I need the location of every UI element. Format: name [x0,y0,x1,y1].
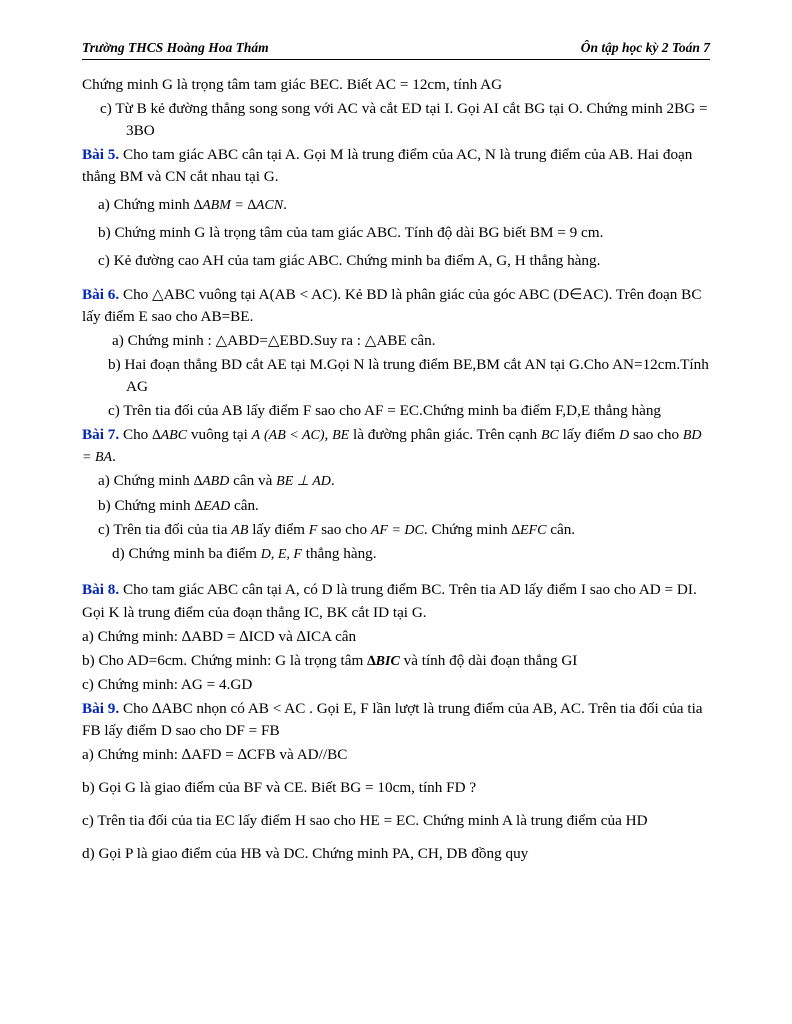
bai5-item-a [82,194,710,216]
bai7-intro-6: lấy điểm [558,425,620,443]
bai8-b-math: ∆BIC [367,653,400,669]
bai9-item-d: d) Gọi P là giao điểm của HB và DC. Chứng minh PA, CH, DB đồng quy [82,845,529,863]
bai7-a-math-2: BE ⊥ AD [276,474,331,490]
bai7-a-1: a) Chứng minh [98,472,194,490]
bai7-item-b [82,495,710,517]
bai7-item-c [82,519,710,541]
bai8-item-b [82,650,710,672]
bai8-b-2: và tính độ dài đoạn thẳng GI [399,651,578,669]
bai6-item-b: b) Hai đoạn thẳng BD cắt AE tại M.Gọi N là trung điểm BE,BM cắt AN tại G.Cho AN=12cm.Tính AG [108,355,709,395]
bai7-b-math-1: ∆EAD [194,498,231,514]
bai8-item-c: c) Chứng minh: AG = 4.GD [82,675,253,693]
bai9-intro-text: Cho ∆ABC nhọn có AB < AC . Gọi E, F lần lượt là trung điểm của AB, AC. Trên tia đối của tia FB lấy điểm D sao cho DF = FB [82,699,703,739]
bai5-intro-text: Cho tam giác ABC cân tại A. Gọi M là trung điểm của AC, N là trung điểm của AB. Hai đoạn thẳng BM và CN cắt nhau tại G. [82,146,693,186]
bai5-intro [82,144,710,188]
bai7-intro-4: , [324,425,333,443]
bai7-c-math-2: F [308,522,318,538]
bai8-label: Bài 8. [82,581,120,599]
bai9-item-c: c) Trên tia đối của tia EC lấy điểm H sao cho HE = EC. Chứng minh A là trung điểm của HD [82,812,648,830]
bai6-item-c: c) Trên tia đối của AB lấy điểm F sao cho AF = EC.Chứng minh ba điểm F,D,E thẳng hàng [108,401,662,419]
bai8-intro-text: Cho tam giác ABC cân tại A, có D là trung điểm BC. Trên tia AD lấy điểm I sao cho AD = DI. Gọi K là trung điểm của đoạn thẳng IC, BK cắt ID tại G. [82,581,697,621]
document-content [82,60,710,865]
bai9-item-b: b) Gọi G là giao điểm của BF và CE. Biết BG = 10cm, tính FD ? [82,779,477,796]
bai7-math-1: ∆ABC [152,427,188,443]
bai7-d-1: d) Chứng minh ba điểm [112,545,261,563]
bai9-intro [82,698,710,742]
bai7-math-6: D [619,427,630,443]
bai7-c-5: cân. [546,520,576,538]
bai7-a-math-1: ∆ABD [193,474,230,490]
header-document-title: Ôn tập học kỳ 2 Toán 7 [580,40,710,55]
bai7-intro-1: Cho [119,425,153,443]
bai7-item-a [82,470,710,492]
bai7-a-2: cân và [229,472,277,490]
bai7-c-2: lấy điểm [248,520,309,538]
bai7-math-2: A [251,427,261,443]
bai6-intro [82,284,710,328]
bai9-item-a: a) Chứng minh: ∆AFD = ∆CFB và AD//BC [82,745,348,763]
bai6-label: Bài 6. [82,285,120,303]
bai7-label: Bài 7. [82,425,120,443]
bai7-math-7: BD = BA [82,427,702,465]
bai8-item-a: a) Chứng minh: ∆ABD = ∆ICD và ∆ICA cân [82,627,357,645]
bai5-item-a-text: a) Chứng minh [98,196,194,214]
bai7-c-math-3: AF = DC [370,522,424,538]
bai7-c-4: . Chứng minh [423,520,512,538]
header-school-name: Trường THCS Hoàng Hoa Thám [82,40,269,55]
bai7-item-d [82,543,710,565]
bai7-math-4: BE [332,427,350,443]
bai7-intro [82,424,710,469]
bai7-a-3: . [330,472,335,490]
bai7-intro-7: sao cho [629,425,683,443]
bai7-intro-5: là đường phân giác. Trên cạnh [349,425,541,443]
bai7-d-2: thẳng hàng. [301,545,377,563]
bai7-c-1: c) Trên tia đối của tia [98,520,232,538]
bai5-item-a-math: ∆ABM = ∆ACN [193,198,284,214]
bai8-b-1: b) Cho AD=6cm. Chứng minh: G là trọng tâm [82,651,368,669]
intro-item-c: c) Từ B kẻ đường thẳng song song với AC và cắt ED tại I. Gọi AI cắt BG tại O. Chứng minh 2BG = 3BO [100,100,708,140]
bai7-c-3: sao cho [317,520,371,538]
bai7-c-math-1: AB [231,522,249,538]
page-header [82,40,710,60]
bai5-label: Bài 5. [82,146,120,164]
intro-line: Chứng minh G là trọng tâm tam giác BEC. Biết AC = 12cm, tính AG [82,76,503,93]
bai7-math-3: (AB < AC) [263,427,325,443]
bai7-intro-2: vuông tại [187,425,252,443]
bai7-b-2: cân. [230,496,259,514]
bai8-intro [82,579,710,623]
bai7-c-math-4: ∆EFC [511,522,547,538]
bai5-item-a-end: . [283,196,287,214]
bai7-d-math-1: D, E, F [260,547,302,563]
bai7-math-5: BC [540,427,559,443]
bai7-b-1: b) Chứng minh [98,496,195,514]
bai5-item-b: b) Chứng minh G là trọng tâm của tam giác ABC. Tính độ dài BG biết BM = 9 cm. [98,224,604,242]
bai7-intro-8: . [112,448,116,465]
bai5-item-c: c) Kẻ đường cao AH của tam giác ABC. Chứng minh ba điểm A, G, H thẳng hàng. [98,252,601,270]
bai6-intro-text: Cho △ABC vuông tại A(AB < AC). Kẻ BD là phân giác của góc ABC (D∈AC). Trên đoạn BC lấy điểm E sao cho AB=BE. [82,285,702,325]
bai9-label: Bài 9. [82,699,120,717]
bai6-item-a: a) Chứng minh : △ABD=△EBD.Suy ra : △ABE cân. [112,331,436,349]
